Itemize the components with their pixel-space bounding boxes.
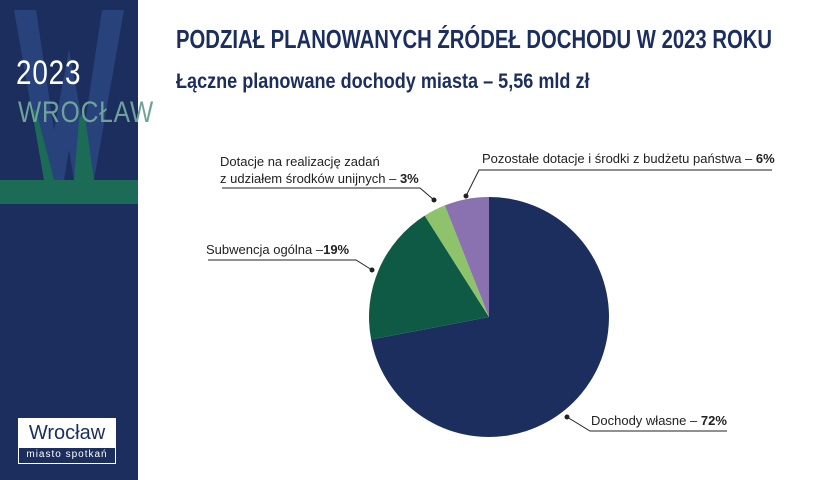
label-pozostale-dotacje: Pozostałe dotacje i środki z budżetu państwa – 6% [482, 151, 775, 166]
label-dotacje-unijne: Dotacje na realizację zadań [220, 154, 380, 169]
leader-dotacje-unijne [222, 188, 434, 200]
leader-subwencja-dot [370, 268, 375, 273]
sidebar-year: 2023 [16, 54, 82, 92]
leader-pozostale-dotacje [466, 170, 772, 196]
label-subwencja: Subwencja ogólna –19% [206, 242, 350, 257]
logo-name: Wrocław [19, 419, 115, 448]
pie-slices [369, 197, 609, 437]
leader-pozostale-dotacje-dot [464, 194, 469, 199]
chart-subtitle: Łączne planowane dochody miasta – 5,56 mld zł [176, 70, 590, 93]
logo-tagline: miasto spotkań [26, 449, 108, 460]
chart-title: PODZIAŁ PLANOWANYCH ŹRÓDEŁ DOCHODU W 2023 ROKU [176, 24, 773, 54]
leader-subwencja [208, 260, 372, 270]
label-dotacje-unijne-line2: z udziałem środków unijnych – 3% [220, 171, 419, 186]
label-dochody-wlasne: Dochody własne – 72% [591, 413, 727, 428]
leader-dochody-wlasne-dot [565, 415, 570, 420]
sidebar-city: WROCŁAW [18, 96, 155, 129]
leader-dotacje-unijne-dot [432, 198, 437, 203]
